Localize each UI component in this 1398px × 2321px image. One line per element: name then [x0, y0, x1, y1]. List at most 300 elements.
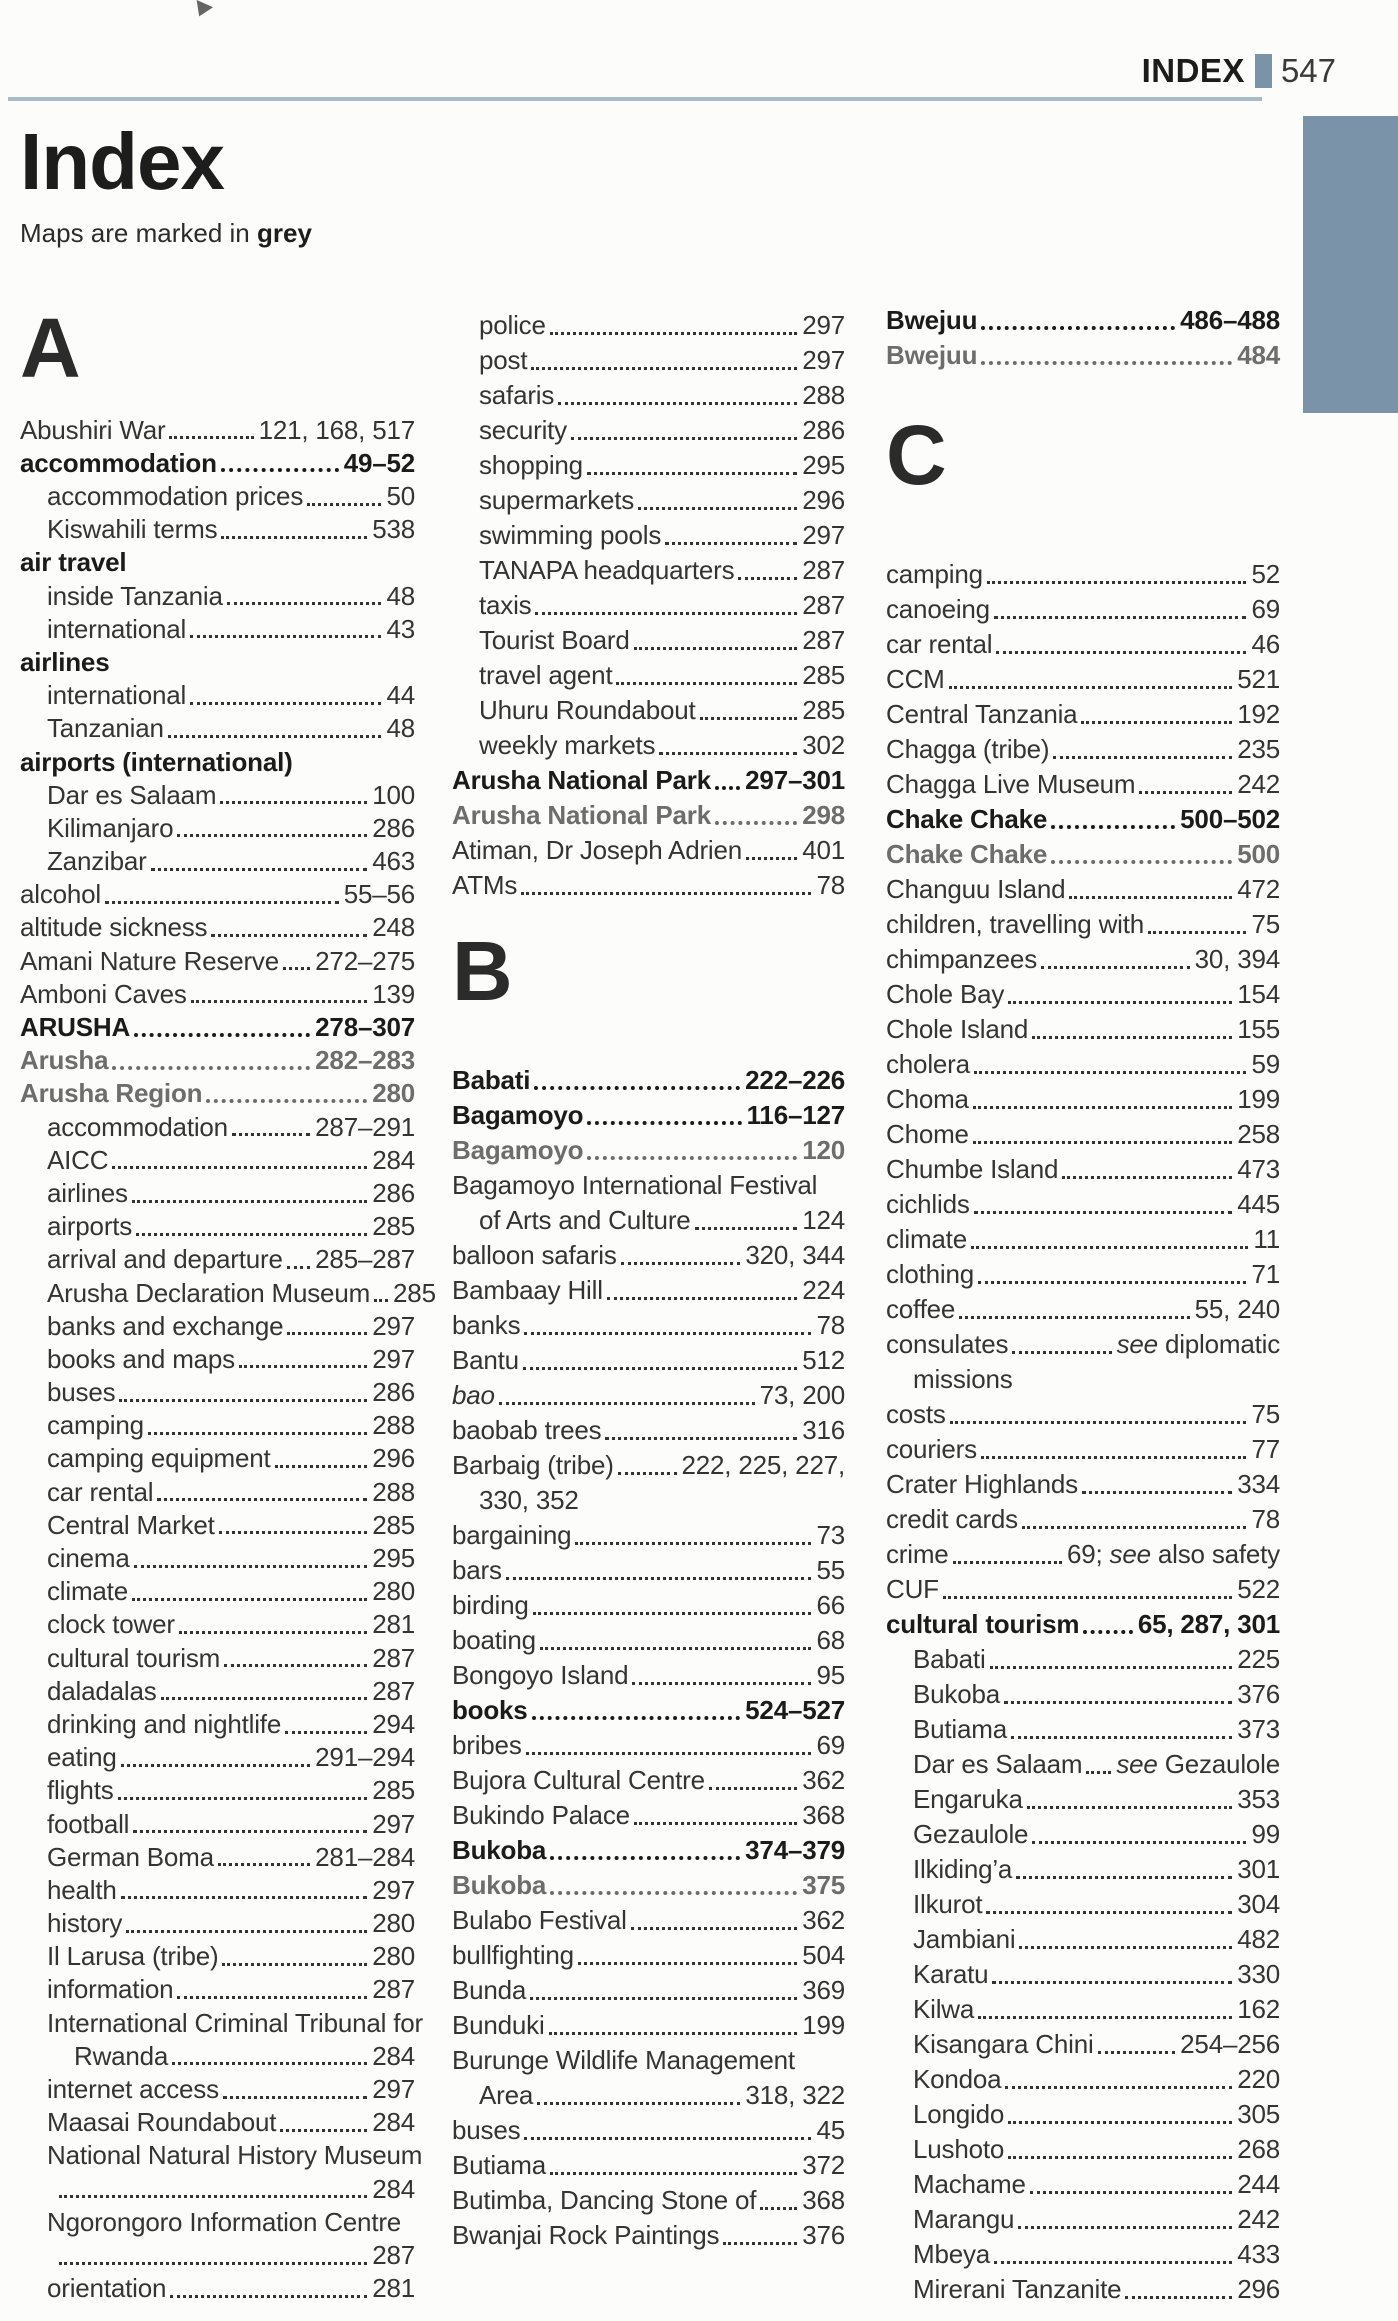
- entry-text-segment: Zanzibar: [47, 846, 147, 877]
- entry-text-segment: Rwanda: [74, 2040, 169, 2071]
- index-entry: [20, 809, 415, 842]
- entry-term: [479, 592, 531, 620]
- entry-text-segment: 473: [1237, 1154, 1280, 1185]
- entry-text-segment: international: [47, 680, 187, 711]
- entry-term: [47, 2007, 423, 2038]
- index-entry: [20, 2070, 415, 2103]
- entry-text-segment: Central Tanzania: [886, 699, 1078, 730]
- page-title: Index: [20, 117, 224, 206]
- entry-text-segment: Il Larusa (tribe): [47, 1941, 219, 1972]
- entry-text-segment: altitude sickness: [20, 912, 208, 943]
- dot-leader: [227, 602, 382, 605]
- entry-page-ref: [258, 414, 415, 445]
- entry-text-segment: car rental: [886, 629, 993, 660]
- entry-text-segment: 120: [802, 1135, 845, 1166]
- entry-text-segment: 99: [1251, 1819, 1280, 1850]
- entry-text-segment: AICC: [47, 1144, 109, 1175]
- title-block: [20, 117, 312, 249]
- dot-leader: [287, 1332, 367, 1335]
- entry-text-segment: 286: [802, 415, 845, 446]
- entry-text-segment: crime: [886, 1539, 949, 1570]
- entry-text-segment: Choma: [886, 1084, 969, 1115]
- entry-term: [886, 1576, 939, 1604]
- dot-leader: [575, 1542, 811, 1545]
- entry-page-ref: [816, 872, 845, 900]
- entry-text-segment: Babati: [452, 1065, 531, 1096]
- entry-text-segment: 49–52: [343, 447, 415, 478]
- entry-term: [913, 2241, 990, 2269]
- index-entry: [452, 1130, 845, 1165]
- entry-text-segment: 11: [1253, 1224, 1280, 1255]
- index-entry: [20, 1539, 415, 1572]
- index-entry: [20, 477, 415, 510]
- entry-term: [479, 312, 546, 340]
- entry-page-ref: [745, 1242, 845, 1270]
- entry-page-ref: [372, 2173, 415, 2204]
- entry-text-segment: banks and exchange: [47, 1310, 284, 1341]
- entry-text-segment: Butiama: [913, 1714, 1007, 1745]
- entry-page-ref: [372, 1213, 415, 1241]
- index-entry: [20, 1407, 415, 1440]
- index-entry: [452, 1375, 845, 1410]
- entry-text-segment: 330: [1237, 1959, 1280, 1990]
- entry-term: [20, 945, 279, 976]
- entry-page-ref: [802, 1977, 845, 2005]
- entry-term: [20, 646, 110, 677]
- entry-text-segment: Kondoa: [913, 2064, 1002, 2095]
- entry-text-segment: Chumbe Island: [886, 1154, 1059, 1185]
- entry-text-segment: 330, 352: [479, 1485, 579, 1516]
- index-entry: [20, 577, 415, 610]
- entry-text-segment: see: [1116, 1749, 1158, 1780]
- entry-text-segment: CCM: [886, 664, 945, 695]
- entry-page-ref: [1237, 1086, 1280, 1114]
- index-entry: [452, 1340, 845, 1375]
- entry-page-ref: [372, 2109, 415, 2137]
- dot-leader: [105, 901, 339, 904]
- entry-text-segment: 285–287: [315, 1244, 415, 1275]
- dot-leader: [232, 1133, 310, 1136]
- entry-page-ref: [372, 1476, 415, 1507]
- entry-term: [20, 914, 207, 942]
- entry-page-ref: [802, 1767, 845, 1795]
- entry-text-segment: 522: [1237, 1574, 1280, 1605]
- index-entry: [886, 554, 1280, 589]
- entry-page-ref: [802, 592, 845, 620]
- entry-page-ref: [1237, 1156, 1280, 1184]
- entry-page-ref: [1251, 1436, 1280, 1464]
- index-entry: [886, 1149, 1280, 1184]
- entry-text-segment: 268: [1237, 2134, 1280, 2165]
- entry-text-segment: 272–275: [315, 945, 415, 976]
- entry-term: [886, 342, 977, 370]
- entry-text-segment: Bagamoyo: [452, 1135, 584, 1166]
- entry-term: [47, 1476, 154, 1507]
- dot-leader: [973, 1141, 1232, 1144]
- entry-page-ref: [386, 580, 415, 611]
- index-entry: [452, 305, 845, 340]
- dot-leader: [222, 1963, 367, 1966]
- index-entry: [886, 1184, 1280, 1219]
- index-entry: [20, 1340, 415, 1373]
- index-entry: [886, 1849, 1280, 1884]
- entry-page-ref: [802, 417, 845, 445]
- entry-page-ref: [1251, 911, 1280, 939]
- dot-leader: [190, 702, 381, 705]
- entry-text-segment: 368: [802, 1800, 845, 1831]
- entry-term: [913, 1926, 1015, 1954]
- entry-text-segment: CUF: [886, 1574, 939, 1605]
- entry-text-segment: 304: [1237, 1889, 1280, 1920]
- index-entry: [886, 764, 1280, 799]
- index-entry: [20, 1705, 415, 1738]
- entry-text-segment: Barbaig (tribe): [452, 1450, 614, 1481]
- dot-leader: [1082, 1491, 1232, 1494]
- entry-term: [452, 1592, 529, 1620]
- index-entry: [886, 869, 1280, 904]
- entry-term: [886, 666, 945, 694]
- entry-text-segment: post: [479, 345, 528, 376]
- entry-page-ref: [802, 487, 845, 515]
- index-column-1: [20, 295, 436, 2304]
- index-entry: [20, 743, 415, 776]
- entry-page-ref: [802, 1802, 845, 1830]
- entry-text-segment: of Arts and Culture: [479, 1205, 691, 1236]
- dot-leader: [987, 581, 1247, 584]
- dot-leader: [535, 612, 797, 615]
- entry-text-segment: 372: [802, 2150, 845, 2181]
- entry-term: [47, 483, 303, 511]
- entry-page-ref: [386, 483, 415, 511]
- index-entry: [452, 410, 845, 445]
- entry-text-segment: 69: [1251, 594, 1280, 625]
- entry-text-segment: 280: [372, 1078, 415, 1109]
- entry-term: [452, 2047, 795, 2075]
- entry-text-segment: Uhuru Roundabout: [479, 695, 696, 726]
- entry-text-segment: Longido: [913, 2099, 1005, 2130]
- index-entry: [886, 1569, 1280, 1604]
- entry-text-segment: 55, 240: [1194, 1294, 1280, 1325]
- entry-text-segment: Atiman, Dr Joseph Adrien: [452, 835, 743, 866]
- dot-leader: [631, 1927, 797, 1930]
- entry-text-segment: Mbeya: [913, 2239, 991, 2270]
- entry-text-segment: Ngorongoro Information Centre: [47, 2206, 402, 2237]
- scan-artifact-mark: [191, 0, 213, 20]
- entry-text-segment: climate: [886, 1224, 967, 1255]
- entry-term: [452, 1347, 519, 1375]
- entry-text-segment: safaris: [479, 380, 555, 411]
- index-entry: [886, 1464, 1280, 1499]
- dot-leader: [1086, 1771, 1111, 1774]
- entry-term: [886, 1086, 969, 1114]
- entry-text-segment: 376: [1237, 1679, 1280, 1710]
- entry-text-segment: 71: [1251, 1259, 1280, 1290]
- entry-text-segment: 162: [1237, 1994, 1280, 2025]
- entry-page-ref: [802, 522, 845, 550]
- entry-text-segment: 375: [802, 1870, 845, 1901]
- dot-leader: [132, 1200, 367, 1203]
- entry-text-segment: Crater Highlands: [886, 1469, 1078, 1500]
- entry-text-segment: 482: [1237, 1924, 1280, 1955]
- entry-term: [886, 1541, 949, 1569]
- entry-term: [886, 981, 1004, 1009]
- dot-leader: [715, 821, 797, 825]
- entry-term: [20, 1047, 108, 1075]
- entry-text-segment: 285: [372, 1509, 415, 1540]
- entry-page-ref: [745, 1067, 845, 1095]
- entry-page-ref: [1237, 2241, 1280, 2269]
- entry-term: [20, 447, 217, 478]
- section-letter-c: C: [886, 408, 947, 502]
- entry-term: [452, 1837, 546, 1865]
- entry-text-segment: 30, 394: [1194, 944, 1280, 975]
- dot-leader: [1027, 1806, 1233, 1809]
- index-entry: [452, 830, 845, 865]
- entry-term: [913, 2276, 1121, 2304]
- entry-page-ref: [1237, 2101, 1280, 2129]
- entry-page-ref: [1237, 876, 1280, 904]
- entry-page-ref: [343, 447, 415, 478]
- entry-term: [47, 715, 164, 743]
- index-entry: [20, 1739, 415, 1772]
- index-entry: [452, 655, 845, 690]
- entry-text-segment: Amboni Caves: [20, 978, 187, 1009]
- section-letter-b: B: [452, 924, 513, 1018]
- entry-text-segment: bars: [452, 1555, 502, 1586]
- entry-page-ref: [372, 2239, 415, 2270]
- entry-term: [886, 876, 1065, 904]
- index-entry: [886, 2164, 1280, 2199]
- entry-text-segment: 287–291: [315, 1111, 415, 1142]
- index-entry: [886, 1079, 1280, 1114]
- index-entry: [452, 1270, 845, 1305]
- entry-text-segment: 225: [1237, 1644, 1280, 1675]
- dot-leader: [121, 1896, 368, 1899]
- entry-text-segment: cultural tourism: [886, 1609, 1080, 1640]
- entry-text-segment: 291–294: [315, 1742, 415, 1773]
- index-entry: [886, 589, 1280, 624]
- index-entry: [452, 2005, 845, 2040]
- dot-leader: [134, 1033, 310, 1037]
- dot-leader: [665, 542, 797, 545]
- index-entry: [886, 2094, 1280, 2129]
- index-entry: [886, 834, 1280, 869]
- entry-term: [886, 946, 1037, 974]
- index-entry: [20, 1606, 415, 1639]
- entry-text-segment: climate: [47, 1576, 128, 1607]
- index-entry: [886, 1114, 1280, 1149]
- dot-leader: [760, 2207, 797, 2210]
- entry-text-segment: air travel: [20, 547, 127, 578]
- entry-term: [47, 1343, 235, 1374]
- dot-leader: [136, 1233, 367, 1236]
- dot-leader: [1032, 1841, 1246, 1844]
- entry-term: [47, 1976, 173, 2004]
- index-entry: [20, 1141, 415, 1174]
- entry-text-segment: Lushoto: [913, 2134, 1005, 2165]
- index-entry: [452, 1410, 845, 1445]
- entry-term: [886, 841, 1047, 869]
- entry-page-ref: [372, 1708, 415, 1739]
- entry-text-segment: ATMs: [452, 870, 518, 901]
- entry-term: [913, 2136, 1004, 2164]
- entry-text-segment: Kisangara Chini: [913, 2029, 1094, 2060]
- entry-page-ref: [386, 715, 415, 743]
- index-entry: [20, 2170, 415, 2203]
- dot-leader: [530, 1997, 797, 2000]
- entry-text-segment: TANAPA headquarters: [479, 555, 735, 586]
- entry-text-segment: weekly markets: [479, 730, 656, 761]
- entry-page-ref: [1237, 2066, 1280, 2094]
- entry-text-segment: 281: [372, 2273, 415, 2304]
- entry-text-segment: Chome: [886, 1119, 969, 1150]
- entry-term: [452, 1767, 705, 1795]
- entry-term: [452, 1312, 520, 1340]
- dot-leader: [959, 1316, 1189, 1319]
- entry-term: [886, 1331, 1008, 1359]
- entry-text-segment: 75: [1251, 909, 1280, 940]
- entry-text-segment: buses: [47, 1377, 116, 1408]
- dot-leader: [220, 801, 367, 804]
- entry-text-segment: 297: [372, 1874, 415, 1905]
- dot-leader: [1005, 2086, 1232, 2089]
- index-entry: [20, 2104, 415, 2137]
- entry-page-ref: [372, 516, 415, 544]
- entry-term: [886, 911, 1144, 939]
- entry-page-ref: [816, 1522, 845, 1550]
- entry-term: [886, 1471, 1078, 1499]
- index-entry: [20, 876, 415, 909]
- entry-text-segment: Bambaay Hill: [452, 1275, 603, 1306]
- entry-page-ref: [372, 812, 415, 843]
- entry-text-segment: 287: [802, 555, 845, 586]
- dot-leader: [605, 1437, 797, 1440]
- entry-text-segment: also safety: [1150, 1539, 1280, 1570]
- entry-page-ref: [372, 1777, 415, 1805]
- dot-leader: [506, 1577, 812, 1580]
- entry-text-segment: clock tower: [47, 1609, 175, 1640]
- entry-text-segment: taxis: [479, 590, 532, 621]
- index-entry: [886, 1954, 1280, 1989]
- entry-page-ref: [1116, 1751, 1280, 1779]
- running-header: [1142, 52, 1336, 90]
- entry-text-segment: 373: [1237, 1714, 1280, 1745]
- entry-text-segment: security: [479, 415, 567, 446]
- index-entry: [20, 1108, 415, 1141]
- entry-term: [47, 1445, 271, 1473]
- entry-page-ref: [802, 1137, 845, 1165]
- entry-text-segment: 401: [802, 835, 845, 866]
- index-entry: [452, 340, 845, 375]
- entry-text-segment: boating: [452, 1625, 536, 1656]
- entry-text-segment: eating: [47, 1742, 117, 1773]
- entry-text-segment: 297: [372, 2074, 415, 2105]
- index-entry: [20, 1672, 415, 1705]
- entry-term: [20, 549, 126, 577]
- index-entry: [20, 1772, 415, 1805]
- entry-text-segment: banks: [452, 1310, 521, 1341]
- entry-term: [20, 978, 187, 1009]
- entry-text-segment: Dar es Salaam: [913, 1749, 1083, 1780]
- entry-term: [886, 307, 977, 335]
- entry-text-segment: 78: [816, 870, 845, 901]
- index-entry: [886, 904, 1280, 939]
- index-entry: [452, 1585, 845, 1620]
- entry-text-segment: 472: [1237, 874, 1280, 905]
- index-entry: [20, 1208, 415, 1241]
- index-entry: [452, 2145, 845, 2180]
- entry-text-segment: 353: [1237, 1784, 1280, 1815]
- index-entry: [452, 865, 845, 900]
- entry-text-segment: 124: [802, 1205, 845, 1236]
- dot-leader: [695, 1227, 798, 1230]
- entry-text-segment: see: [1116, 1329, 1158, 1360]
- entry-term: [452, 1557, 502, 1585]
- entry-page-ref: [1237, 1891, 1280, 1919]
- entry-page-ref: [372, 1545, 415, 1573]
- entry-text-segment: Bukoba: [913, 1679, 1000, 1710]
- entry-text-segment: 43: [386, 613, 415, 644]
- entry-term: [47, 613, 187, 644]
- entry-text-segment: 258: [1237, 1119, 1280, 1150]
- entry-page-ref: [1237, 1471, 1280, 1499]
- entry-text-segment: International Criminal Tribunal for: [47, 2007, 423, 2038]
- entry-term: [20, 746, 293, 777]
- entry-text-segment: Dar es Salaam: [47, 779, 217, 810]
- entry-text-segment: Central Market: [47, 1509, 215, 1540]
- entry-text-segment: 286: [372, 1377, 415, 1408]
- entry-term: [452, 1417, 601, 1445]
- entry-text-segment: daladalas: [47, 1675, 157, 1706]
- index-entry: [886, 1429, 1280, 1464]
- entry-text-segment: couriers: [886, 1434, 977, 1465]
- dot-leader: [524, 2137, 811, 2140]
- entry-term: [47, 682, 186, 710]
- entry-text-segment: Bujora Cultural Centre: [452, 1765, 705, 1796]
- entry-term: [913, 1821, 1028, 1849]
- index-entry: [20, 1274, 436, 1308]
- entry-text-segment: Chagga (tribe): [886, 734, 1050, 765]
- entry-text-segment: 55–56: [343, 879, 415, 910]
- entry-page-ref: [1237, 1716, 1280, 1744]
- dot-leader: [715, 786, 740, 790]
- dot-leader: [1069, 896, 1232, 899]
- dot-leader: [549, 2032, 798, 2035]
- entry-text-segment: 199: [1237, 1084, 1280, 1115]
- index-entry: [452, 1095, 845, 1130]
- dot-leader: [540, 1647, 812, 1650]
- entry-text-segment: 116–127: [746, 1100, 845, 1131]
- entry-text-segment: Bagamoyo: [452, 1100, 584, 1131]
- index-entry: [886, 1534, 1280, 1569]
- entry-text-segment: 284: [372, 1144, 415, 1175]
- index-entry: [886, 799, 1280, 834]
- entry-page-ref: [1237, 736, 1280, 764]
- dot-leader: [1008, 2156, 1232, 2159]
- entry-text-segment: cinema: [47, 1543, 130, 1574]
- entry-text-segment: ARUSHA: [20, 1012, 131, 1043]
- entry-text-segment: 512: [802, 1345, 845, 1376]
- entry-term: [452, 1522, 571, 1550]
- entry-term: [913, 1786, 1023, 1814]
- entry-text-segment: health: [47, 1874, 117, 1905]
- entry-term: [47, 1744, 117, 1772]
- entry-term: [47, 1910, 122, 1938]
- index-entry: [20, 1506, 415, 1539]
- dot-leader: [524, 1332, 811, 1335]
- entry-text-segment: Kilwa: [913, 1994, 975, 2025]
- entry-page-ref: [1237, 666, 1280, 694]
